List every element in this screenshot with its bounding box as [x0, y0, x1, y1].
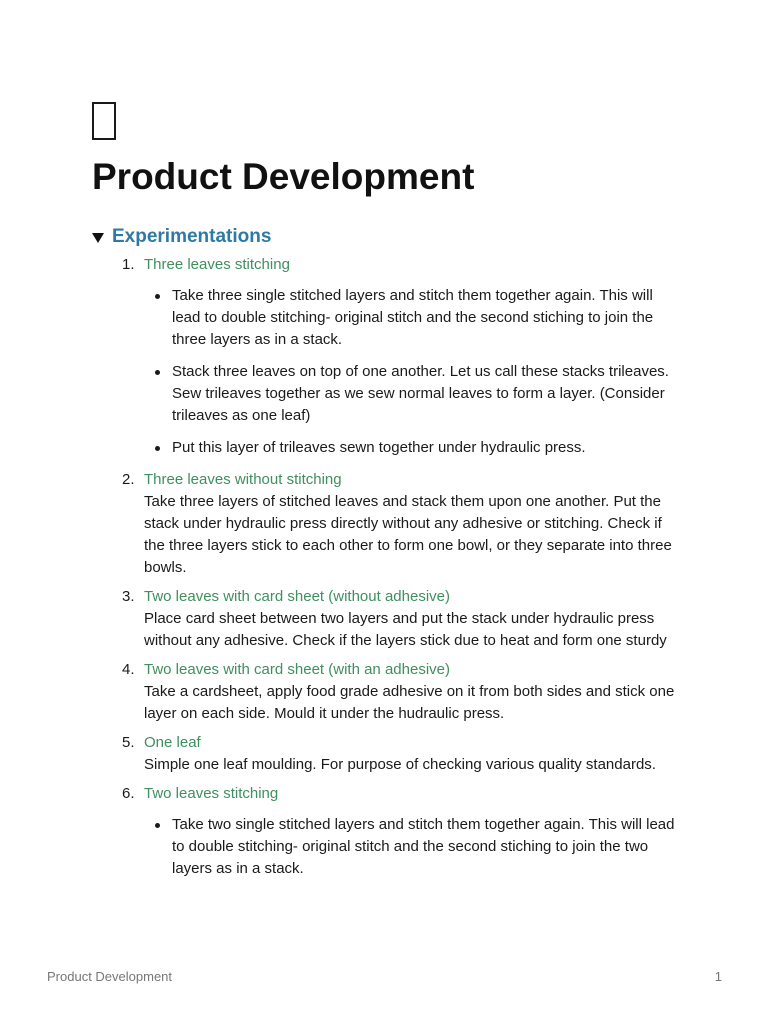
- page-title: Product Development: [92, 156, 475, 197]
- list-item: [92, 732, 692, 776]
- bullet-item: [144, 437, 682, 459]
- list-item-description: Place card sheet between two layers and put the stack under hydraulic press without any adhesive. Check if the layers stick due to heat and form one sturdy: [144, 610, 667, 649]
- bullet-list: [144, 285, 692, 459]
- list-item-title: Two leaves with card sheet (without adhesive): [144, 588, 450, 605]
- list-item-title: One leaf: [144, 734, 201, 751]
- list-item-description: Simple one leaf moulding. For purpose of checking various quality standards.: [144, 756, 656, 773]
- list-item-number: 4.: [122, 661, 135, 678]
- page-number: 1: [714, 969, 722, 984]
- list-item: [92, 469, 692, 579]
- list-item-number: 1.: [122, 256, 135, 273]
- bullet-item: [144, 361, 682, 427]
- list-item-description: Take a cardsheet, apply food grade adhesive on it from both sides and stick one layer on each side. Mould it under the hudraulic press.: [144, 683, 675, 722]
- toggle-header[interactable]: [92, 224, 692, 250]
- page-icon: [92, 102, 116, 140]
- list-item-number: 6.: [122, 785, 135, 802]
- section-title: Experimentations: [112, 226, 272, 247]
- list-item-number: 3.: [122, 588, 135, 605]
- list-item-title: Three leaves without stitching: [144, 471, 342, 488]
- list-item-number: 5.: [122, 734, 135, 751]
- bullet-dot-icon: [155, 823, 160, 828]
- list-item: [92, 783, 692, 880]
- list-item-title: Two leaves stitching: [144, 785, 279, 802]
- footer-title: Product Development: [47, 969, 173, 984]
- triangle-down-icon[interactable]: [92, 233, 104, 243]
- bullet-text: Put this layer of trileaves sewn together under hydraulic press.: [172, 439, 586, 456]
- bullet-dot-icon: [155, 446, 160, 451]
- experimentations-toggle: [92, 224, 692, 890]
- list-item: [92, 659, 692, 725]
- bullet-list: [144, 814, 692, 880]
- bullet-text: Take three single stitched layers and stitch them together again. This will lead to double stitching- original stitch and the second stiching to join the three layers as in a stack.: [172, 287, 654, 348]
- list-item: [92, 586, 692, 652]
- list-item-description: Take three layers of stitched leaves and stack them upon one another. Put the stack under hydraulic press directly without any adhesive or stitching. Check if the three layers stick to each other to form one bowl, or they separate into three bowls.: [144, 493, 672, 576]
- bullet-text: Stack three leaves on top of one another. Let us call these stacks trileaves. Sew trileaves together as we sew normal leaves to form a layer. (Consider trileaves as one leaf): [172, 363, 669, 424]
- bullet-dot-icon: [155, 370, 160, 375]
- bullet-item: [144, 814, 682, 880]
- list-item: [92, 254, 692, 459]
- bullet-dot-icon: [155, 294, 160, 299]
- list-item-title: Three leaves stitching: [144, 256, 290, 273]
- bullet-text: Take two single stitched layers and stitch them together again. This will lead to double stitching- original stitch and the second stiching to join the two layers as in a stack.: [172, 816, 675, 877]
- bullet-item: [144, 285, 682, 351]
- list-item-number: 2.: [122, 471, 135, 488]
- list-item-title: Two leaves with card sheet (with an adhesive): [144, 661, 450, 678]
- experiment-list: [92, 254, 692, 880]
